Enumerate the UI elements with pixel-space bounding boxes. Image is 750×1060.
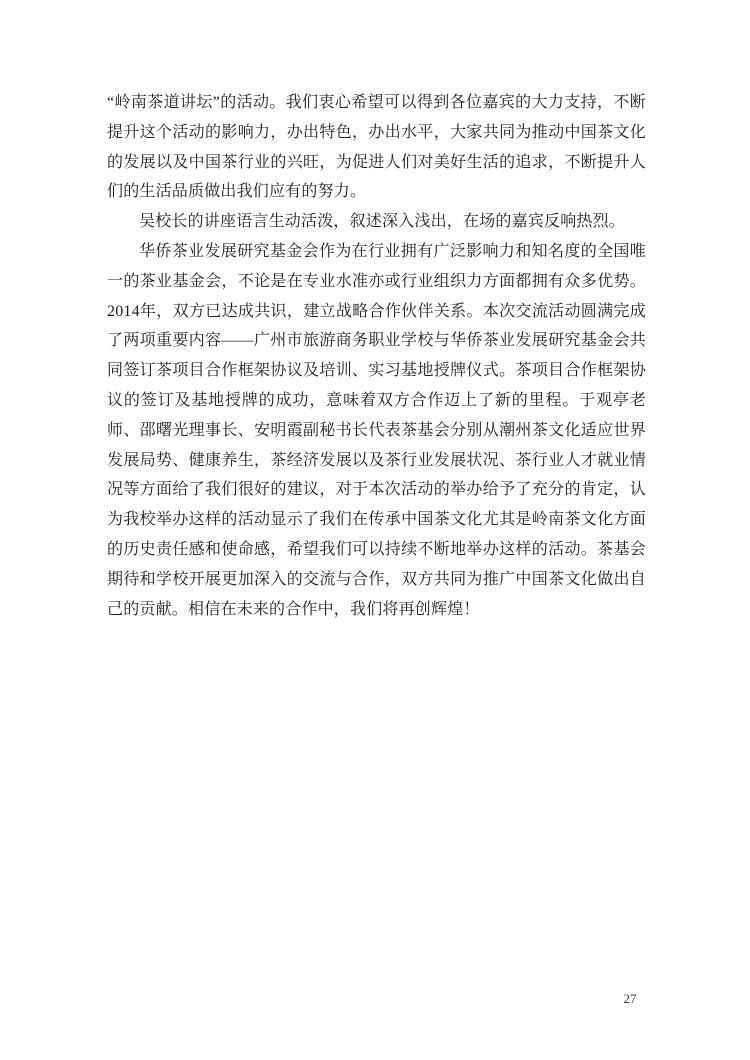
page-number: 27	[623, 991, 637, 1006]
paragraph-lecture-summary: 吴校长的讲座语言生动活泼，叙述深入浅出，在场的嘉宾反响热烈。	[139, 213, 626, 231]
paragraph-continuation: “岭南茶道讲坛”的活动。我们衷心希望可以得到各位嘉宾的大力支持，不断提升这个活动的影响力，办出特色，办出水平，大家共同为推动中国茶文化的发展以及中国茶行业的兴旺，为促进人们对美好生活的追求，不断提升人们的生活品质做出我们应有的努力。	[107, 94, 646, 201]
document-body	[107, 88, 646, 624]
paragraph-foundation-cooperation: 华侨茶业发展研究基金会作为在行业拥有广泛影响力和知名度的全国唯一的茶业基金会，不论是在专业水准亦或行业组织力方面都拥有众多优势。2014年，双方已达成共识，建立战略合作伙伴关系。本次交流活动圆满完成了两项重要内容——广州市旅游商务职业学校与华侨茶业发展研究基金会共同签订茶项目合作框架协议及培训、实习基地授牌仪式。茶项目合作框架协议的签订及基地授牌的成功，意味着双方合作迈上了新的里程。于观亭老师、邵曙光理事长、安明霞副秘书长代表茶基会分别从潮州茶文化适应世界发展局势、健康养生，茶经济发展以及茶行业发展状况、茶行业人才就业情况等方面给了我们很好的建议，对于本次活动的举办给予了充分的肯定，认为我校举办这样的活动显示了我们在传承中国茶文化尤其是岭南茶文化方面的历史责任感和使命感，希望我们可以持续不断地举办这样的活动。茶基会期待和学校开展更加深入的交流与合作，双方共同为推广中国茶文化做出自己的贡献。相信在未来的合作中，我们将再创辉煌！	[107, 242, 646, 618]
